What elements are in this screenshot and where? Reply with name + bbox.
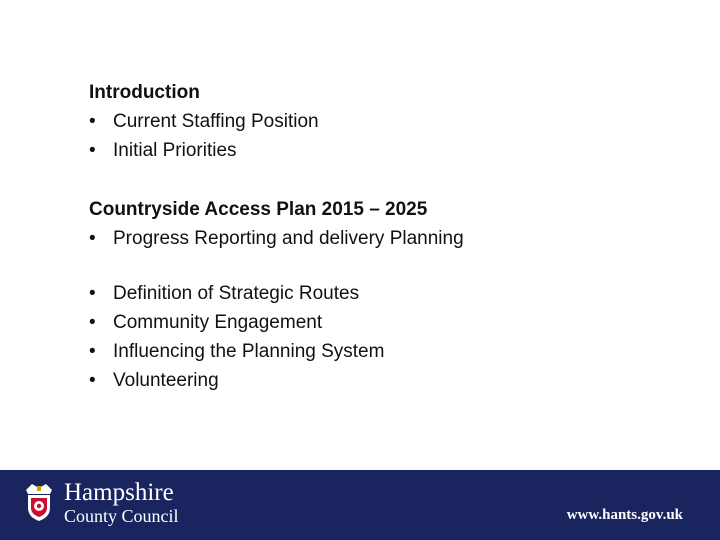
bullet-icon: • xyxy=(89,140,96,161)
section-access-plan xyxy=(89,195,689,253)
list-item xyxy=(89,279,689,308)
spacer xyxy=(89,165,689,195)
list-item xyxy=(89,337,689,366)
list-item-text: Initial Priorities xyxy=(113,140,237,161)
bullet-icon: • xyxy=(89,312,96,333)
section-introduction xyxy=(89,78,689,165)
slide-content xyxy=(89,78,689,395)
county-crest-icon xyxy=(22,480,56,522)
bullet-icon: • xyxy=(89,111,96,132)
list-item-text: Community Engagement xyxy=(113,312,323,333)
bullet-icon: • xyxy=(89,370,96,391)
list-item xyxy=(89,308,689,337)
bullet-icon: • xyxy=(89,228,96,249)
list-item xyxy=(89,136,689,165)
section-topics xyxy=(89,279,689,395)
bullet-icon: • xyxy=(89,283,96,304)
list-item xyxy=(89,366,689,395)
list-item xyxy=(89,107,689,136)
org-name-line1: Hampshire xyxy=(64,479,174,506)
bullet-icon: • xyxy=(89,341,96,362)
website-url: www.hants.gov.uk xyxy=(566,507,683,523)
list-item-text: Progress Reporting and delivery Planning xyxy=(113,228,464,249)
footer-banner xyxy=(0,470,720,540)
org-name-line2: County Council xyxy=(64,506,179,526)
list-item-text: Current Staffing Position xyxy=(113,111,319,132)
section-heading: Countryside Access Plan 2015 – 2025 xyxy=(89,199,428,220)
list-item-text: Influencing the Planning System xyxy=(113,341,385,362)
org-wordmark xyxy=(64,480,179,526)
spacer xyxy=(89,253,689,279)
list-item-text: Definition of Strategic Routes xyxy=(113,283,360,304)
section-heading: Introduction xyxy=(89,82,200,103)
list-item xyxy=(89,224,689,253)
list-item-text: Volunteering xyxy=(113,370,219,391)
